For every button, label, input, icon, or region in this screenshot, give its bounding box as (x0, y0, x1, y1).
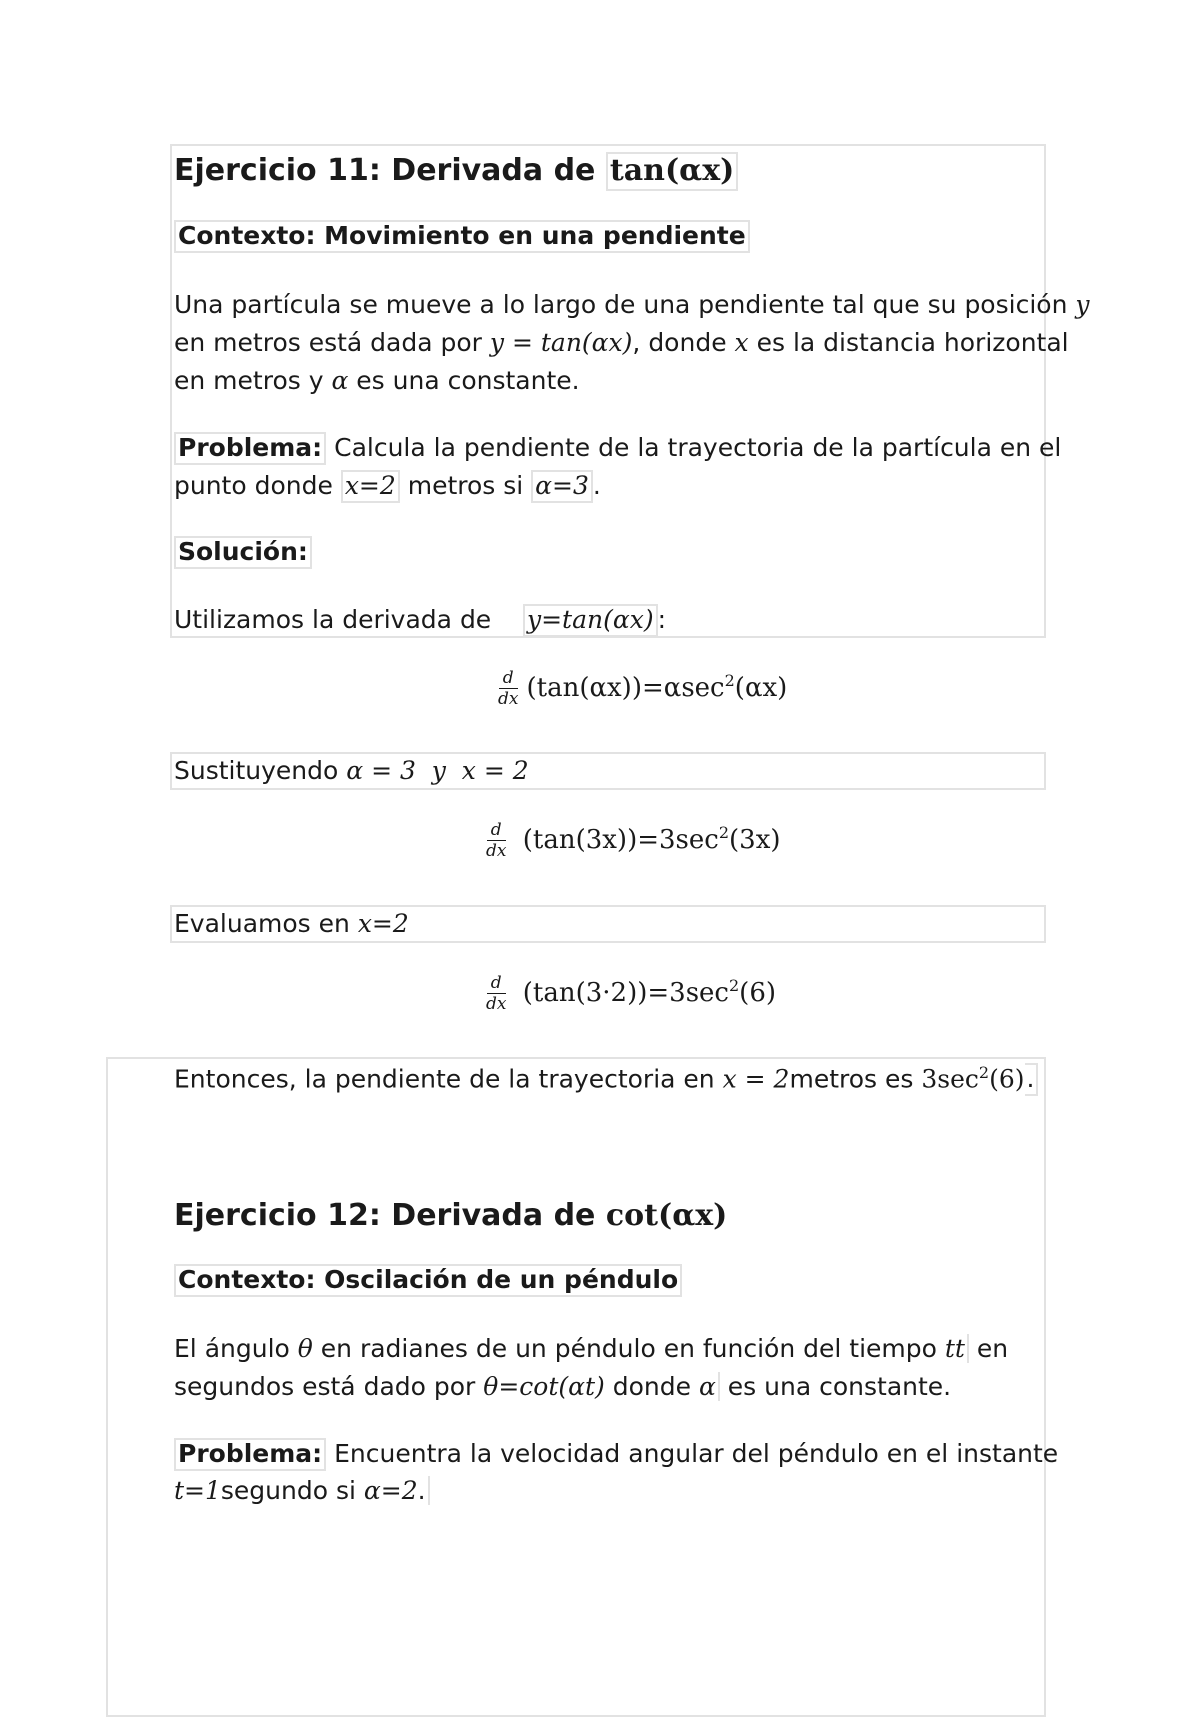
derivative-equation-3 (482, 973, 776, 1015)
exponent: 2 (724, 671, 735, 691)
substitution-line (174, 756, 529, 785)
derivative-fraction (482, 820, 510, 862)
paragraph-text: en metros y (174, 366, 332, 395)
conclusion-line (174, 1063, 1038, 1096)
paragraph-text: Utilizamos la derivada de (174, 605, 500, 634)
exercise-11-title-math: tan(αx) (606, 152, 738, 191)
exercise-11-context-text: Contexto: Movimiento en una pendiente (174, 220, 750, 253)
fraction-numerator: d (487, 973, 506, 994)
exercise-11-solution (174, 536, 312, 569)
paragraph-text: Una partícula se mueve a lo largo de una pendiente tal que su posición (174, 290, 1076, 319)
conclusion-tail: (6) (989, 1064, 1025, 1094)
variable-theta: θ (297, 1334, 313, 1363)
substitution-math: α = 3 y x = 2 (346, 756, 529, 785)
exercise-11-problem-line-1 (174, 432, 1061, 465)
equation-tail: (αx) (734, 672, 788, 703)
variable-alpha: α (331, 366, 349, 395)
variable-y: y (1075, 290, 1090, 319)
exercise-11-paragraph-line-1 (174, 290, 1089, 319)
exercise-12-problem-line-2 (174, 1476, 430, 1505)
equation-body: (tan(3x))=3sec (514, 824, 719, 855)
position-equation: y = tan(αx) (489, 328, 633, 357)
exercise-11-title (174, 152, 738, 191)
exercise-12-title-text: Ejercicio 12: Derivada de (174, 1198, 606, 1233)
paragraph-text: segundo si (220, 1476, 364, 1505)
exponent: 2 (728, 976, 740, 996)
paragraph-text: Entonces, la pendiente de la trayectoria en (174, 1064, 723, 1094)
exercise-12-problem-line-1 (174, 1438, 1058, 1471)
paragraph-text: en metros está dada por (174, 328, 490, 357)
paragraph-text: es una constante. (348, 366, 580, 395)
problem-label: Problema: (174, 1438, 326, 1471)
derivative-fraction (494, 668, 522, 710)
variable-t: tt (945, 1334, 969, 1363)
exercise-12-paragraph-line-2 (174, 1372, 951, 1401)
problem-label: Problema: (174, 432, 326, 465)
fraction-denominator: dx (486, 841, 507, 862)
paragraph-text: . (592, 471, 601, 500)
paragraph-text: . (418, 1476, 430, 1505)
angle-equation: θ=cot(αt) (483, 1372, 605, 1401)
paragraph-text: punto donde (174, 471, 341, 500)
paragraph-text: metros es (789, 1064, 922, 1094)
exercise-12-title-math: cot(αx) (605, 1198, 728, 1233)
paragraph-text: metros si (399, 471, 532, 500)
exercise-12-title (174, 1198, 727, 1233)
conclusion-math: x = 2 (722, 1064, 790, 1094)
variable-alpha: α (699, 1372, 720, 1401)
paragraph-text: en radianes de un péndulo en función del tiempo (312, 1334, 945, 1363)
equation-tail: (3x) (729, 824, 781, 855)
conclusion-dot: . (1025, 1063, 1039, 1096)
problem-x-value: x=2 (341, 470, 400, 503)
exercise-11-paragraph-line-2 (174, 328, 1069, 357)
paragraph-text: es una constante. (719, 1372, 952, 1401)
derivative-equation-2 (482, 820, 781, 862)
exponent: 2 (718, 823, 730, 843)
evaluation-math: x=2 (357, 909, 409, 938)
exponent: 2 (978, 1063, 990, 1082)
problem-t-value: t=1 (174, 1476, 221, 1505)
equation-tail: (6) (739, 977, 777, 1008)
equation-body: (tan(3·2))=3sec (514, 977, 729, 1008)
paragraph-text: segundos está dado por (174, 1372, 484, 1401)
fraction-numerator: d (499, 668, 518, 689)
conclusion-result: 3sec (921, 1064, 979, 1094)
fraction-denominator: dx (486, 994, 507, 1015)
paragraph-text: El ángulo (174, 1334, 298, 1363)
fraction-numerator: d (487, 820, 506, 841)
derivative-equation-1 (494, 668, 787, 710)
exercise-11-paragraph-line-3 (174, 366, 580, 395)
evaluation-line (174, 909, 409, 938)
paragraph-text: Evaluamos en (174, 909, 358, 938)
paragraph-text: : (657, 605, 667, 634)
paragraph-text: es la distancia horizontal (748, 328, 1069, 357)
exercise-11-title-text: Ejercicio 11: Derivada de (174, 153, 606, 188)
paragraph-text: Sustituyendo (174, 756, 347, 785)
paragraph-text: Encuentra la velocidad angular del péndulo en el instante (326, 1439, 1059, 1468)
problem-alpha-value: α=2 (363, 1476, 418, 1505)
variable-x: x (734, 328, 749, 357)
exercise-12-context (174, 1264, 682, 1297)
fraction-denominator: dx (498, 689, 519, 710)
solution-label: Solución: (174, 536, 312, 569)
exercise-12-paragraph-line-1 (174, 1334, 1008, 1363)
paragraph-text: donde (604, 1372, 699, 1401)
paragraph-text: Calcula la pendiente de la trayectoria de la partícula en el (326, 433, 1062, 462)
exercise-12-context-text: Contexto: Oscilación de un péndulo (174, 1264, 682, 1297)
exercise-11-problem-line-2 (174, 470, 601, 503)
derivative-fraction (482, 973, 510, 1015)
exercise-11-context (174, 220, 750, 253)
exercise-11-use-line (174, 604, 666, 637)
problem-alpha-value: α=3 (531, 470, 593, 503)
paragraph-text: , donde (632, 328, 735, 357)
use-equation: y=tan(αx) (523, 604, 658, 637)
equation-body: (tan(αx))=αsec (526, 672, 725, 703)
paragraph-text: en (968, 1334, 1009, 1363)
